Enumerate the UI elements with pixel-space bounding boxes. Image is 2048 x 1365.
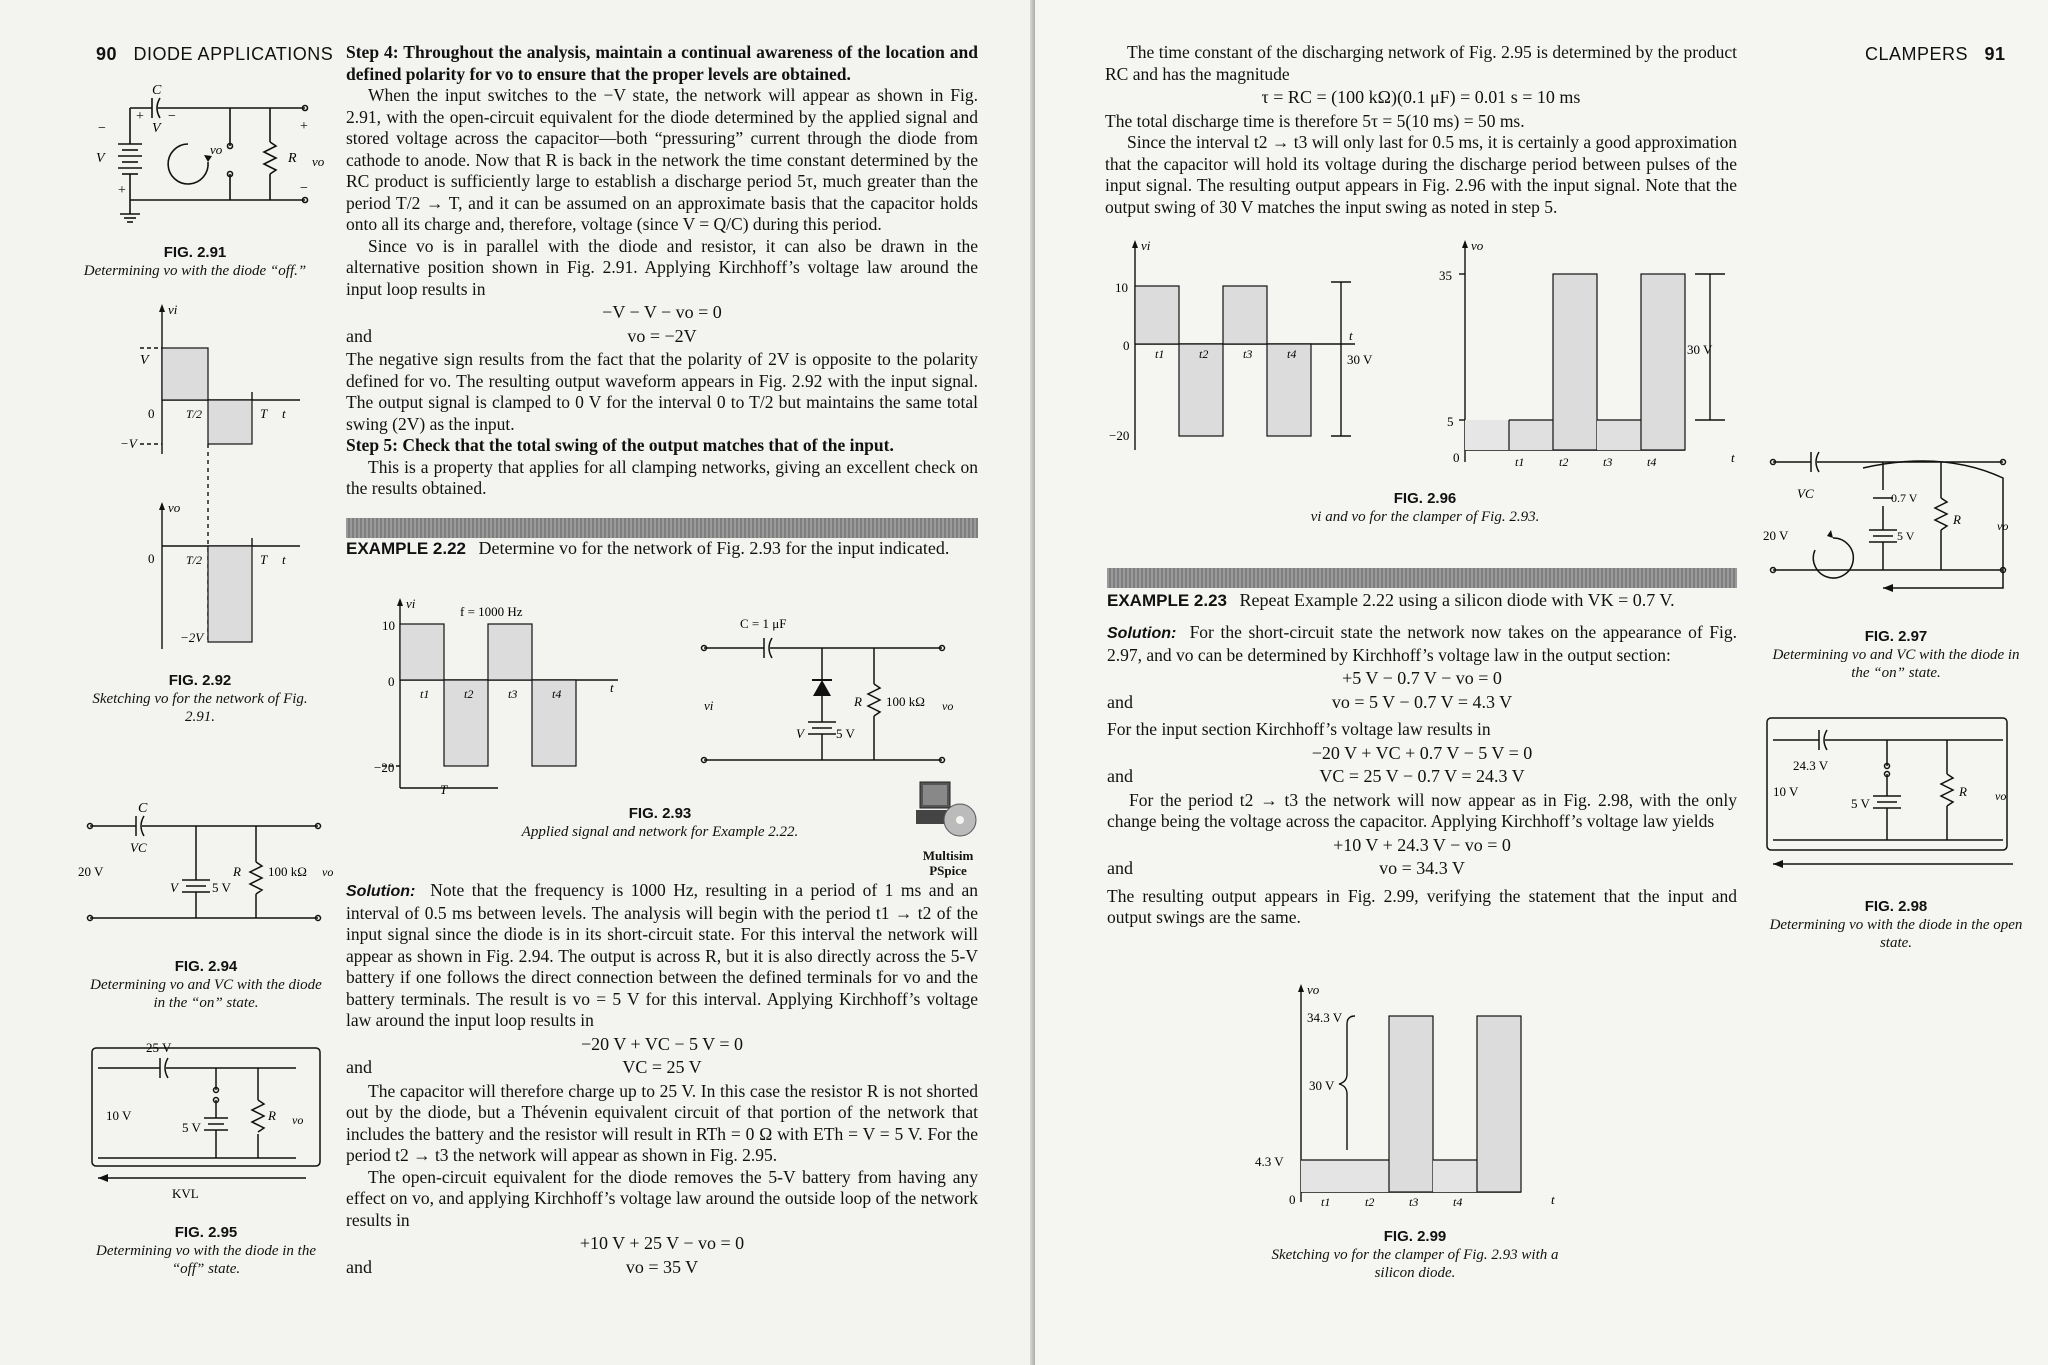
- minus: −: [168, 109, 176, 124]
- label-time: t: [610, 680, 614, 695]
- running-head-right: [1865, 44, 2006, 65]
- label-vi: vi: [704, 698, 714, 713]
- label-source: 10 V: [106, 1108, 132, 1123]
- paragraph: Since vo is in parallel with the diode and resistor, it can also be drawn in the alternative position shown in Fig. 2.91. Applying Kirchhoff’s voltage law around the input loop results in: [346, 235, 978, 299]
- example-2-22: [346, 538, 986, 559]
- label-c: C: [138, 801, 148, 816]
- vi-positive-pulse: [162, 348, 208, 400]
- label-30v: 30 V: [1309, 1078, 1335, 1093]
- equation: VC = 25 V: [622, 1057, 702, 1077]
- label-time: t: [1551, 1192, 1555, 1207]
- solution-2-23: [1107, 622, 1737, 929]
- label-zero: 0: [1289, 1192, 1296, 1207]
- label-source: 10 V: [1773, 784, 1799, 799]
- label-vbat: V: [796, 726, 804, 741]
- label-t1: t1: [1155, 347, 1165, 361]
- label-t1: t1: [420, 687, 430, 701]
- label-r: R: [1959, 784, 1967, 799]
- paragraph: For the input section Kirchhoff’s voltage law results in: [1107, 719, 1491, 739]
- label-4-3v: 4.3 V: [1255, 1154, 1284, 1169]
- paragraph: For the short-circuit state the network now takes on the appearance of Fig. 2.97, and vo can be determined by Kirchhoff’s voltage law in the output section:: [1107, 622, 1737, 665]
- equation-label: and: [346, 325, 372, 346]
- equation-row: [346, 326, 978, 348]
- figure-caption: Applied signal and network for Example 2.22.: [521, 824, 799, 840]
- figure-number: FIG. 2.97: [1864, 628, 1928, 645]
- fig-2-92-waveforms: [120, 304, 320, 654]
- label-t3: t3: [1409, 1195, 1419, 1209]
- paragraph: The negative sign results from the fact that the polarity of 2V is opposite to the polarity defined for vo. The resulting output waveform appears in Fig. 2.92 with the input signal. The output signal is clamped to 0 V for the interval 0 to T/2 but maintains the same total swing (2V) as the input.: [346, 349, 978, 434]
- equation: +10 V + 25 V − vo = 0: [579, 1233, 745, 1253]
- label-neg-2v: −2V: [180, 630, 204, 645]
- figure-number: FIG. 2.94: [174, 958, 238, 975]
- figure-number: FIG. 2.96: [1393, 490, 1457, 507]
- label-neg-v: −V: [120, 436, 137, 451]
- label-time: t: [1349, 328, 1353, 343]
- vi-pulses: [1135, 286, 1311, 436]
- fig-2-99-caption: [1265, 1228, 1565, 1282]
- fig-2-99-vo: [1251, 984, 1581, 1210]
- paragraph: For the period t2 → t3 the network will now appear as in Fig. 2.98, with the only change being the voltage across the capacitor. Applying Kirchhoff’s voltage law yields: [1107, 789, 1737, 831]
- equation: vo = −2V: [627, 325, 697, 346]
- paragraph: This is a property that applies for all clamping networks, giving an excellent check on the results obtained.: [346, 456, 978, 498]
- label-v-cap: V: [152, 121, 161, 136]
- equation-row: [346, 1257, 978, 1279]
- figure-caption: Sketching vo for the network of Fig. 2.91.: [92, 691, 308, 725]
- label-r: R: [854, 694, 862, 709]
- label-t-half: T/2: [186, 407, 203, 421]
- label-source: 20 V: [1763, 528, 1789, 543]
- figure-number: FIG. 2.98: [1864, 898, 1928, 915]
- equation: vo = 34.3 V: [1379, 858, 1465, 878]
- label-v-src: V: [96, 151, 105, 166]
- paragraph: The capacitor will therefore charge up to 25 V. In this case the resistor R is not shorted out by the diode, but a Thévenin equivalent circuit of that portion of the network that includes the battery and the resistor will result in RTh = 0 Ω with ETh = V = 5 V. For the period t2 → t3 the network will appear as shown in Fig. 2.95.: [346, 1080, 978, 1165]
- figure-number: FIG. 2.95: [174, 1224, 238, 1241]
- equation-row: [1107, 766, 1737, 788]
- paragraph: When the input switches to the −V state, the network will appear as shown in Fig. 2.91, with the open-circuit equivalent for the diode determined by the applied signal and stored voltage across the capacitor—both “pressuring” current through the diode from cathode to anode. Now that R is back in the network the time constant determined by the RC product is sufficiently large to establish a discharge period 5τ, much greater than the period T/2 → T, and it can be assumed on an approximate basis that the capacitor holds onto all its charge and, therefore, voltage (since V = Q/C) during this period.: [346, 85, 978, 234]
- example-bar: [346, 518, 978, 538]
- figure-caption: vi and vo for the clamper of Fig. 2.93.: [1310, 509, 1540, 525]
- label-c: C: [152, 83, 162, 98]
- label-t3: t3: [1603, 455, 1613, 469]
- label-t3: t3: [1243, 347, 1253, 361]
- paragraph: The time constant of the discharging network of Fig. 2.95 is determined by the product RC and has the magnitude: [1105, 42, 1737, 84]
- label-t2: t2: [1199, 347, 1209, 361]
- label-10: 10: [1115, 280, 1128, 295]
- figure-caption: Determining vo with the diode in the open state.: [1769, 917, 2023, 951]
- figure-caption: Determining vo with the diode “off.”: [83, 263, 307, 279]
- section-title: CLAMPERS: [1865, 44, 1969, 64]
- example-label: EXAMPLE 2.22: [346, 539, 466, 558]
- label-t4: t4: [1647, 455, 1657, 469]
- equation: +5 V − 0.7 V − vo = 0: [1342, 668, 1502, 688]
- label-t3: t3: [508, 687, 518, 701]
- label-battery: 5 V: [1851, 796, 1870, 811]
- label-zero: 0: [1123, 338, 1130, 353]
- label-r: R: [1953, 512, 1961, 527]
- multisim-icon: [914, 780, 980, 842]
- fig-2-91-circuit: [90, 82, 330, 232]
- multisim-pspice-label: [906, 848, 990, 878]
- vo-negative-pulse: [208, 546, 252, 642]
- equation-label: and: [1107, 858, 1133, 878]
- equation: τ = RC = (100 kΩ)(0.1 μF) = 0.01 s = 10 ms: [1261, 87, 1581, 107]
- label-t-half: T/2: [186, 553, 203, 567]
- label-vbat-value: 5 V: [836, 726, 855, 741]
- fig-2-91-caption: [70, 244, 320, 280]
- fig-2-93-circuit: [692, 610, 962, 780]
- fig-2-94-circuit: [78, 800, 340, 940]
- minus: −: [98, 121, 106, 136]
- figure-caption: Determining vo and VC with the diode in the “on” state.: [1772, 647, 2020, 681]
- label-vo: vo: [322, 865, 334, 879]
- vi-negative-pulse: [208, 400, 252, 444]
- label-vi: vi: [406, 596, 416, 611]
- label-period: T: [440, 782, 448, 797]
- label-vo-inner: vo: [210, 142, 223, 157]
- fig-2-95-circuit: [86, 1040, 326, 1210]
- label-zero: 0: [1453, 450, 1460, 465]
- label-time: t: [282, 552, 286, 567]
- equation-row: [1107, 692, 1737, 714]
- equation: vo = 5 V − 0.7 V = 4.3 V: [1331, 691, 1513, 712]
- example-2-23: [1107, 590, 1747, 611]
- paragraph: Since the interval t2 → t3 will only last for 0.5 ms, it is certainly a good approximation that the capacitor will hold its voltage during the discharge period between pulses of the input signal. The resulting output appears in Fig. 2.96 with the input signal. Note that the output swing of 30 V matches the input swing as noted in step 5.: [1105, 132, 1737, 217]
- label-input-swing: 30 V: [1347, 352, 1373, 367]
- chapter-title: DIODE APPLICATIONS: [133, 44, 334, 64]
- label-frequency: f = 1000 Hz: [460, 604, 523, 619]
- paragraph: The resulting output appears in Fig. 2.99, verifying the statement that the input and output swings are the same.: [1107, 885, 1737, 927]
- fig-2-97-caption: [1769, 628, 2023, 682]
- label-t4: t4: [1287, 347, 1297, 361]
- label-zero: 0: [148, 551, 155, 566]
- step4-block: [346, 42, 978, 500]
- label-vi: vi: [168, 302, 178, 317]
- solution-2-22: [346, 880, 978, 1280]
- label-35: 35: [1439, 268, 1452, 283]
- figure-number: FIG. 2.91: [163, 244, 227, 261]
- figure-caption: Sketching vo for the clamper of Fig. 2.93 with a silicon diode.: [1271, 1247, 1559, 1281]
- page-number: 90: [96, 44, 118, 64]
- fig-2-96-vi: [1105, 240, 1435, 460]
- label-kvl: KVL: [172, 1186, 199, 1201]
- step4-heading: Step 4: Throughout the analysis, maintain a continual awareness of the location and defined polarity for vo to ensure that the proper levels are obtained.: [346, 42, 978, 84]
- label-vo: vo: [168, 500, 181, 515]
- figure-caption: Determining vo and VC with the diode in the “on” state.: [90, 977, 322, 1011]
- label-v: V: [140, 353, 149, 368]
- vo-pulses: [1301, 1016, 1521, 1192]
- label-t1: t1: [1321, 1195, 1331, 1209]
- equation-label: and: [1107, 691, 1133, 712]
- label-5: 5: [1447, 414, 1454, 429]
- example-label: EXAMPLE 2.23: [1107, 591, 1227, 610]
- figure-number: FIG. 2.93: [628, 805, 692, 822]
- plus: +: [136, 109, 144, 124]
- equation-label: and: [1107, 766, 1133, 786]
- label-34-3v: 34.3 V: [1307, 1010, 1343, 1025]
- label-period: T: [260, 406, 268, 421]
- label-r: R: [233, 864, 241, 879]
- label-vc: VC: [130, 840, 147, 855]
- vo-pulses: [1465, 274, 1685, 450]
- fig-2-98-caption: [1769, 898, 2023, 952]
- label-vo: vo: [1471, 238, 1484, 253]
- fig-2-95-caption: [86, 1224, 326, 1278]
- equation-label: and: [346, 1256, 372, 1277]
- fig-2-98-circuit: [1763, 714, 2027, 886]
- label-vo: vo: [292, 1113, 304, 1127]
- label-vo: vo: [312, 154, 325, 169]
- fig-2-93-caption: [510, 805, 810, 841]
- label-cap-voltage: 24.3 V: [1793, 758, 1829, 773]
- equation: −V − V − vo = 0: [602, 302, 722, 322]
- label-diode-drop: 0.7 V: [1891, 491, 1918, 505]
- equation-label: and: [346, 1057, 372, 1077]
- label-t1: t1: [1515, 455, 1525, 469]
- label-vo: vo: [1997, 519, 2009, 533]
- label-time: t: [1731, 450, 1735, 465]
- label-vbat: V: [170, 880, 178, 895]
- label-r: R: [288, 151, 297, 166]
- solution-label: Solution:: [346, 883, 416, 900]
- plus: +: [118, 183, 126, 198]
- label-battery: 5 V: [182, 1120, 201, 1135]
- label-zero: 0: [388, 674, 395, 689]
- label-t2: t2: [1559, 455, 1569, 469]
- label-t2: t2: [464, 687, 474, 701]
- label-t2: t2: [1365, 1195, 1375, 1209]
- equation: vo = 35 V: [625, 1256, 699, 1277]
- label-output-swing: 30 V: [1687, 342, 1713, 357]
- label-r: R: [268, 1108, 276, 1123]
- equation: −20 V + VC − 5 V = 0: [581, 1033, 743, 1054]
- equation-row: [1107, 858, 1737, 880]
- solution-label: Solution:: [1107, 625, 1177, 642]
- label-period: T: [260, 552, 268, 567]
- label-cap-voltage: 25 V: [146, 1040, 172, 1055]
- label-source: 20 V: [78, 864, 104, 879]
- paragraph: The total discharge time is therefore 5τ = 5(10 ms) = 50 ms.: [1105, 110, 1525, 131]
- equation: +10 V + 24.3 V − vo = 0: [1333, 834, 1511, 855]
- fig-2-97-circuit: [1763, 440, 2027, 620]
- figure-number: FIG. 2.99: [1383, 1228, 1447, 1245]
- fig-2-94-caption: [86, 958, 326, 1012]
- figure-number: FIG. 2.92: [168, 672, 232, 689]
- fig-2-96-vo: [1435, 240, 1765, 470]
- fig-2-93-waveform: [370, 598, 630, 798]
- paragraph: The open-circuit equivalent for the diode removes the 5-V battery from having any effect on vo, and applying Kirchhoff’s voltage law around the outside loop of the network results in: [346, 1166, 978, 1230]
- plus: +: [300, 119, 308, 134]
- equation: VC = 25 V − 0.7 V = 24.3 V: [1319, 766, 1525, 786]
- label-neg20: −20: [1109, 428, 1130, 443]
- label-r-value: 100 kΩ: [268, 864, 307, 879]
- label-vi: vi: [1141, 238, 1151, 253]
- paragraph: Note that the frequency is 1000 Hz, resulting in a period of 1 ms and an interval of 0.5 ms between levels. The analysis will begin with the period t1 → t2 of the input signal since the diode is in its short-circuit state. For this interval the network will appear as shown in Fig. 2.94. The output is across R, but it is also directly across the 5-V battery if one follows the direct connection between the defined terminals for vo and the battery terminals. The result is vo = 5 V for this interval. Applying Kirchhoff’s voltage law around the input loop results in: [346, 880, 978, 1030]
- multisim-label: Multisim: [922, 848, 974, 863]
- label-vc: VC: [1797, 486, 1814, 501]
- running-head-left: [96, 44, 333, 65]
- example-text: Repeat Example 2.22 using a silicon diode with VK = 0.7 V.: [1239, 590, 1675, 610]
- label-capacitor: C = 1 μF: [740, 616, 787, 631]
- minus: −: [300, 181, 308, 196]
- figure-caption: Determining vo with the diode in the “off” state.: [96, 1243, 316, 1277]
- label-t4: t4: [1453, 1195, 1463, 1209]
- label-time: t: [282, 406, 286, 421]
- example-bar: [1107, 568, 1737, 588]
- fig-2-96-caption: [1275, 490, 1575, 526]
- example-text: Determine vo for the network of Fig. 2.93 for the input indicated.: [478, 538, 950, 558]
- step5-heading: Step 5: Check that the total swing of the output matches that of the input.: [346, 435, 894, 455]
- label-zero: 0: [148, 406, 155, 421]
- label-r-value: 100 kΩ: [886, 694, 925, 709]
- label-neg20: −20: [374, 760, 395, 775]
- pspice-label: PSpice: [929, 863, 967, 878]
- label-vo: vo: [942, 699, 954, 713]
- equation-row: [346, 1057, 978, 1079]
- label-vo: vo: [1995, 789, 2007, 803]
- label-vbat-value: 5 V: [212, 880, 231, 895]
- label-t4: t4: [552, 687, 562, 701]
- fig-2-92-caption: [80, 672, 320, 726]
- label-vo: vo: [1307, 982, 1320, 997]
- equation: −20 V + VC + 0.7 V − 5 V = 0: [1311, 742, 1533, 763]
- right-page: [1035, 0, 2048, 1365]
- label-10: 10: [382, 618, 395, 633]
- label-battery: 5 V: [1897, 529, 1915, 543]
- discharge-block: [1105, 42, 1737, 218]
- page-number: 91: [1984, 44, 2006, 64]
